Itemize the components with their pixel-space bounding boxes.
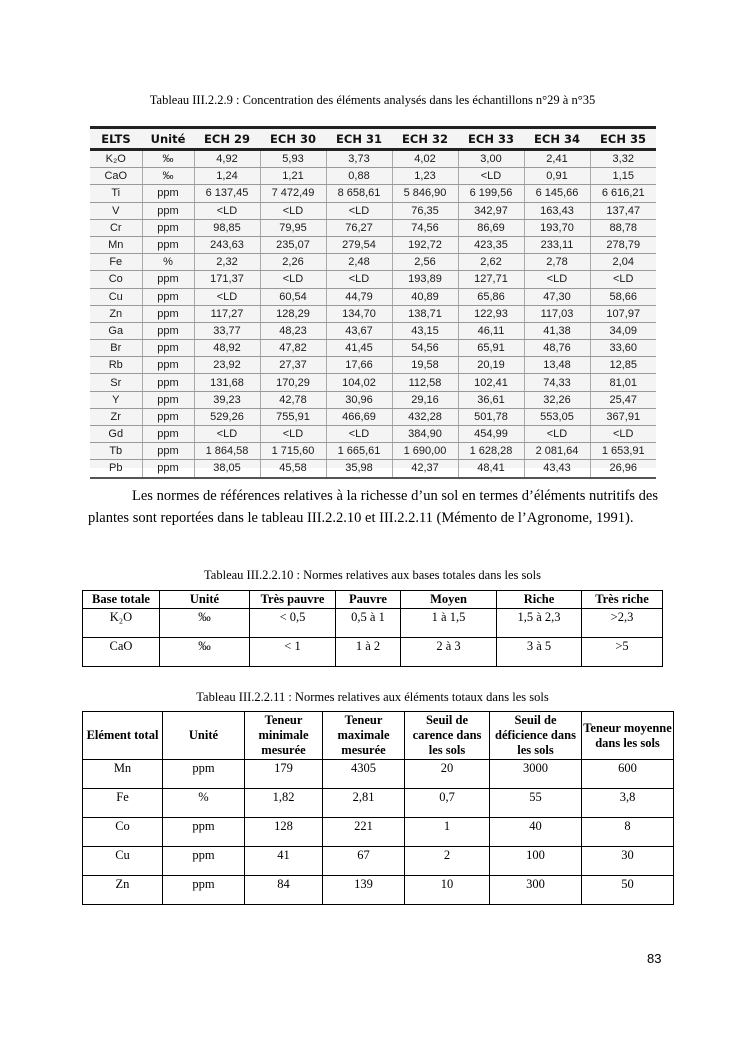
table-cell: 33,77	[194, 322, 260, 339]
table-cell: 102,41	[458, 374, 524, 391]
table-cell: 26,96	[590, 460, 656, 478]
table-cell: <LD	[260, 271, 326, 288]
table-row	[83, 609, 663, 638]
table-cell: 32,26	[524, 391, 590, 408]
table-cell: 128,29	[260, 305, 326, 322]
table-cell: 2,04	[590, 254, 656, 271]
table-cell: ppm	[163, 847, 245, 876]
table-cell: Sr	[90, 374, 142, 391]
concentration-table	[90, 126, 656, 479]
table-row	[90, 426, 656, 443]
table-cell: 30	[582, 847, 674, 876]
table-cell: 384,90	[392, 426, 458, 443]
table-cell: <LD	[590, 271, 656, 288]
table-cell: 1 à 1,5	[401, 609, 497, 638]
table-cell: 4305	[323, 760, 405, 789]
table-cell: 466,69	[326, 408, 392, 425]
table-cell: 6 616,21	[590, 185, 656, 202]
table-cell: Co	[90, 271, 142, 288]
table-cell: >2,3	[582, 609, 663, 638]
table-cell: 2,32	[194, 254, 260, 271]
column-header: Seuil de carence dans les sols	[405, 712, 490, 760]
table-cell: 2 081,64	[524, 443, 590, 460]
table-cell: <LD	[326, 426, 392, 443]
table-cell: ‰	[142, 168, 194, 185]
table-cell: 48,92	[194, 340, 260, 357]
table-cell: 755,91	[260, 408, 326, 425]
table-row	[90, 460, 656, 478]
table-cell: 138,71	[392, 305, 458, 322]
table-cell: Zn	[90, 305, 142, 322]
table-cell: 1 715,60	[260, 443, 326, 460]
elements-totaux-table	[82, 711, 674, 905]
table-cell: 60,54	[260, 288, 326, 305]
table-cell: 300	[490, 876, 582, 905]
column-header: Seuil de déficience dans les sols	[490, 712, 582, 760]
table-cell: 1 864,58	[194, 443, 260, 460]
table-cell: 47,82	[260, 340, 326, 357]
table-cell: <LD	[260, 426, 326, 443]
table-cell: Zn	[83, 876, 163, 905]
table-row	[90, 168, 656, 185]
table-cell: Mn	[83, 760, 163, 789]
table-row	[90, 340, 656, 357]
table-cell: %	[163, 789, 245, 818]
table-cell: 40	[490, 818, 582, 847]
table-cell: 104,02	[326, 374, 392, 391]
table-cell: 88,78	[590, 219, 656, 236]
table-cell: 54,56	[392, 340, 458, 357]
column-header: Teneur maximale mesurée	[323, 712, 405, 760]
table-cell: ppm	[142, 322, 194, 339]
table-cell: ppm	[142, 443, 194, 460]
table-cell: Mn	[90, 236, 142, 253]
table-cell: 367,91	[590, 408, 656, 425]
table-cell: 1 653,91	[590, 443, 656, 460]
table-cell: 454,99	[458, 426, 524, 443]
table-cell: 45,58	[260, 460, 326, 478]
table-cell: ‰	[160, 638, 250, 667]
table-row	[90, 219, 656, 236]
table-cell: 50	[582, 876, 674, 905]
table-cell: 17,66	[326, 357, 392, 374]
table-cell: 20	[405, 760, 490, 789]
table-cell: ppm	[163, 876, 245, 905]
table-row	[83, 876, 674, 905]
table-cell: 1,82	[245, 789, 323, 818]
table-cell: 107,97	[590, 305, 656, 322]
table-cell: 193,89	[392, 271, 458, 288]
column-header: ECH 34	[524, 128, 590, 150]
column-header: Très pauvre	[250, 591, 336, 609]
table-cell: 0,7	[405, 789, 490, 818]
table-cell: 117,27	[194, 305, 260, 322]
table-cell: 42,78	[260, 391, 326, 408]
table-cell: 65,86	[458, 288, 524, 305]
table-cell: 3000	[490, 760, 582, 789]
table-cell: 36,61	[458, 391, 524, 408]
table-cell: 128	[245, 818, 323, 847]
table-cell: 35,98	[326, 460, 392, 478]
table-cell: Fe	[83, 789, 163, 818]
table-cell: Gd	[90, 426, 142, 443]
bases-totales-table	[82, 590, 663, 667]
column-header: Elément total	[83, 712, 163, 760]
table-cell: 163,43	[524, 202, 590, 219]
table-cell: 8	[582, 818, 674, 847]
table-cell: >5	[582, 638, 663, 667]
table-cell: <LD	[458, 168, 524, 185]
table-cell: 13,48	[524, 357, 590, 374]
table-cell: < 1	[250, 638, 336, 667]
table-cell: <LD	[524, 271, 590, 288]
table2-header-row	[83, 591, 663, 609]
table-cell: 34,09	[590, 322, 656, 339]
table-cell: 41,38	[524, 322, 590, 339]
table-cell: Br	[90, 340, 142, 357]
table-cell: Pb	[90, 460, 142, 478]
table-cell: ppm	[142, 374, 194, 391]
table-cell: 27,37	[260, 357, 326, 374]
table-row	[90, 443, 656, 460]
table-cell: 2,41	[524, 150, 590, 168]
table-cell: 19,58	[392, 357, 458, 374]
table3-caption: Tableau III.2.2.11 : Normes relatives aux éléments totaux dans les sols	[196, 690, 549, 704]
table-cell: 4,92	[194, 150, 260, 168]
table-cell: 423,35	[458, 236, 524, 253]
table-cell: 600	[582, 760, 674, 789]
table-row	[90, 305, 656, 322]
table-cell: 1,21	[260, 168, 326, 185]
table-cell: 3,00	[458, 150, 524, 168]
table-cell: 6 137,45	[194, 185, 260, 202]
table-row	[83, 789, 674, 818]
table-cell: K₂O	[90, 150, 142, 168]
table3-header-row	[83, 712, 674, 760]
table-cell: ppm	[142, 340, 194, 357]
table-cell: 122,93	[458, 305, 524, 322]
table-cell: 0,88	[326, 168, 392, 185]
table-cell: 67	[323, 847, 405, 876]
table-cell: 74,33	[524, 374, 590, 391]
table-cell: 6 145,66	[524, 185, 590, 202]
table1-header-row	[90, 128, 656, 150]
table-cell: Zr	[90, 408, 142, 425]
table-cell: 98,85	[194, 219, 260, 236]
table-cell: 100	[490, 847, 582, 876]
table-cell: Y	[90, 391, 142, 408]
table-cell: 74,56	[392, 219, 458, 236]
table-cell: ppm	[163, 760, 245, 789]
table-cell: 279,54	[326, 236, 392, 253]
table-cell: 44,79	[326, 288, 392, 305]
table-cell: 40,89	[392, 288, 458, 305]
table-cell: 48,41	[458, 460, 524, 478]
table-cell: 79,95	[260, 219, 326, 236]
table-cell: 30,96	[326, 391, 392, 408]
table-cell: 131,68	[194, 374, 260, 391]
table-cell: Ga	[90, 322, 142, 339]
column-header: ECH 33	[458, 128, 524, 150]
table-cell: <LD	[326, 271, 392, 288]
table-row	[90, 185, 656, 202]
table-cell: 20,19	[458, 357, 524, 374]
column-header: Unité	[142, 128, 194, 150]
table-cell: 170,29	[260, 374, 326, 391]
table-cell: 1 690,00	[392, 443, 458, 460]
table-cell: <LD	[260, 202, 326, 219]
table-cell: Cu	[83, 847, 163, 876]
paragraph-text: Les normes de références relatives à la richesse d’un sol en termes d’éléments nutritifs des plantes sont reportées dans le tableau III.2.2.10 et III.2.2.11 (Mémento de l’Agronome, 1991).	[88, 488, 658, 526]
column-header: Unité	[163, 712, 245, 760]
table-cell: CaO	[83, 638, 160, 667]
table-cell: 29,16	[392, 391, 458, 408]
table-row	[83, 818, 674, 847]
column-header: ECH 31	[326, 128, 392, 150]
table-cell: <LD	[194, 202, 260, 219]
table-cell: 117,03	[524, 305, 590, 322]
table-cell: 2,26	[260, 254, 326, 271]
body-paragraph	[88, 485, 658, 529]
table-cell: < 0,5	[250, 609, 336, 638]
table-cell: 12,85	[590, 357, 656, 374]
table-cell: 0,5 à 1	[336, 609, 401, 638]
table-cell: 0,91	[524, 168, 590, 185]
table-cell: 47,30	[524, 288, 590, 305]
column-header: Teneur moyenne dans les sols	[582, 712, 674, 760]
table-cell: 235,07	[260, 236, 326, 253]
table-cell: 221	[323, 818, 405, 847]
table-cell: 3,8	[582, 789, 674, 818]
table-cell: 43,43	[524, 460, 590, 478]
table-row	[90, 322, 656, 339]
column-header: Pauvre	[336, 591, 401, 609]
table-cell: ppm	[142, 288, 194, 305]
table-cell: 65,91	[458, 340, 524, 357]
table-cell: 84	[245, 876, 323, 905]
column-header: Teneur minimale mesurée	[245, 712, 323, 760]
table-cell: ppm	[142, 460, 194, 478]
table-cell: 58,66	[590, 288, 656, 305]
table-cell: 1 628,28	[458, 443, 524, 460]
table-cell: <LD	[194, 288, 260, 305]
table-cell: 41,45	[326, 340, 392, 357]
table-cell: 2,81	[323, 789, 405, 818]
table-row	[90, 357, 656, 374]
table-cell: 43,15	[392, 322, 458, 339]
table2-caption: Tableau III.2.2.10 : Normes relatives aux bases totales dans les sols	[204, 568, 541, 582]
table-row	[90, 150, 656, 168]
table-cell: 81,01	[590, 374, 656, 391]
table-cell: 76,27	[326, 219, 392, 236]
table-cell: K₂O	[83, 609, 160, 638]
table-cell: 3 à 5	[497, 638, 582, 667]
column-header: Base totale	[83, 591, 160, 609]
table-cell: 112,58	[392, 374, 458, 391]
table-cell: 33,60	[590, 340, 656, 357]
table-row	[90, 288, 656, 305]
table-cell: 5 846,90	[392, 185, 458, 202]
table-cell: 8 658,61	[326, 185, 392, 202]
table-cell: 278,79	[590, 236, 656, 253]
table-cell: 55	[490, 789, 582, 818]
table-cell: 38,05	[194, 460, 260, 478]
table-cell: 4,02	[392, 150, 458, 168]
table-cell: 10	[405, 876, 490, 905]
table-cell: Tb	[90, 443, 142, 460]
table-cell: CaO	[90, 168, 142, 185]
table-cell: ppm	[142, 305, 194, 322]
column-header: Riche	[497, 591, 582, 609]
column-header: Très riche	[582, 591, 663, 609]
column-header: ECH 35	[590, 128, 656, 150]
table-row	[90, 202, 656, 219]
table-cell: %	[142, 254, 194, 271]
table-cell: 86,69	[458, 219, 524, 236]
page-number: 83	[647, 951, 662, 966]
table-cell: ppm	[142, 357, 194, 374]
table-cell: 3,32	[590, 150, 656, 168]
column-header: Unité	[160, 591, 250, 609]
table-cell: 2,78	[524, 254, 590, 271]
table-cell: 233,11	[524, 236, 590, 253]
table-cell: 1,15	[590, 168, 656, 185]
table-cell: 342,97	[458, 202, 524, 219]
table-cell: V	[90, 202, 142, 219]
table-cell: 48,76	[524, 340, 590, 357]
table-cell: ppm	[142, 185, 194, 202]
table-cell: 432,28	[392, 408, 458, 425]
table-cell: <LD	[524, 426, 590, 443]
table-cell: 76,35	[392, 202, 458, 219]
table-row	[90, 254, 656, 271]
table-cell: 7 472,49	[260, 185, 326, 202]
table-cell: Rb	[90, 357, 142, 374]
table-cell: 192,72	[392, 236, 458, 253]
table-cell: Cu	[90, 288, 142, 305]
table-row	[83, 760, 674, 789]
table-cell: 43,67	[326, 322, 392, 339]
column-header: ECH 32	[392, 128, 458, 150]
column-header: ECH 29	[194, 128, 260, 150]
table-cell: 2 à 3	[401, 638, 497, 667]
column-header: ECH 30	[260, 128, 326, 150]
table-cell: ppm	[142, 391, 194, 408]
table-cell: <LD	[590, 426, 656, 443]
table-cell: 5,93	[260, 150, 326, 168]
table-row	[90, 391, 656, 408]
table-cell: 2,62	[458, 254, 524, 271]
table-cell: 25,47	[590, 391, 656, 408]
table-cell: 2	[405, 847, 490, 876]
table-cell: 134,70	[326, 305, 392, 322]
table-cell: 243,63	[194, 236, 260, 253]
table-cell: 179	[245, 760, 323, 789]
column-header: Moyen	[401, 591, 497, 609]
table-cell: 3,73	[326, 150, 392, 168]
table-cell: 171,37	[194, 271, 260, 288]
table-cell: 127,71	[458, 271, 524, 288]
table-cell: ‰	[142, 150, 194, 168]
table-cell: Co	[83, 818, 163, 847]
table-cell: ppm	[142, 271, 194, 288]
table-cell: 23,92	[194, 357, 260, 374]
table-cell: 42,37	[392, 460, 458, 478]
table-cell: Cr	[90, 219, 142, 236]
table-cell: 501,78	[458, 408, 524, 425]
table-cell: 46,11	[458, 322, 524, 339]
table-cell: ppm	[142, 202, 194, 219]
table-cell: 2,48	[326, 254, 392, 271]
table-cell: 1	[405, 818, 490, 847]
table-row	[90, 408, 656, 425]
table-cell: ppm	[142, 219, 194, 236]
table-cell: Fe	[90, 254, 142, 271]
table-row	[83, 847, 674, 876]
table-cell: ‰	[160, 609, 250, 638]
table-cell: <LD	[326, 202, 392, 219]
scanned-table-image	[90, 126, 656, 475]
table-cell: 193,70	[524, 219, 590, 236]
table-row	[90, 236, 656, 253]
table-row	[83, 638, 663, 667]
table-cell: 1,23	[392, 168, 458, 185]
table-row	[90, 271, 656, 288]
table-cell: 139	[323, 876, 405, 905]
table1-caption: Tableau III.2.2.9 : Concentration des éléments analysés dans les échantillons n°29 à n°35	[149, 93, 596, 107]
table-cell: <LD	[194, 426, 260, 443]
table-cell: 41	[245, 847, 323, 876]
table-cell: 1,5 à 2,3	[497, 609, 582, 638]
table-cell: Ti	[90, 185, 142, 202]
table-cell: 6 199,56	[458, 185, 524, 202]
table-cell: 1 665,61	[326, 443, 392, 460]
table-cell: 553,05	[524, 408, 590, 425]
table-cell: 529,26	[194, 408, 260, 425]
table-cell: 1,24	[194, 168, 260, 185]
table-cell: ppm	[142, 426, 194, 443]
table-cell: ppm	[142, 236, 194, 253]
column-header: ELTS	[90, 128, 142, 150]
table-cell: ppm	[163, 818, 245, 847]
table-cell: 1 à 2	[336, 638, 401, 667]
table-cell: 39,23	[194, 391, 260, 408]
table-cell: 137,47	[590, 202, 656, 219]
table-cell: 48,23	[260, 322, 326, 339]
table-cell: 2,56	[392, 254, 458, 271]
table-row	[90, 374, 656, 391]
table-cell: ppm	[142, 408, 194, 425]
